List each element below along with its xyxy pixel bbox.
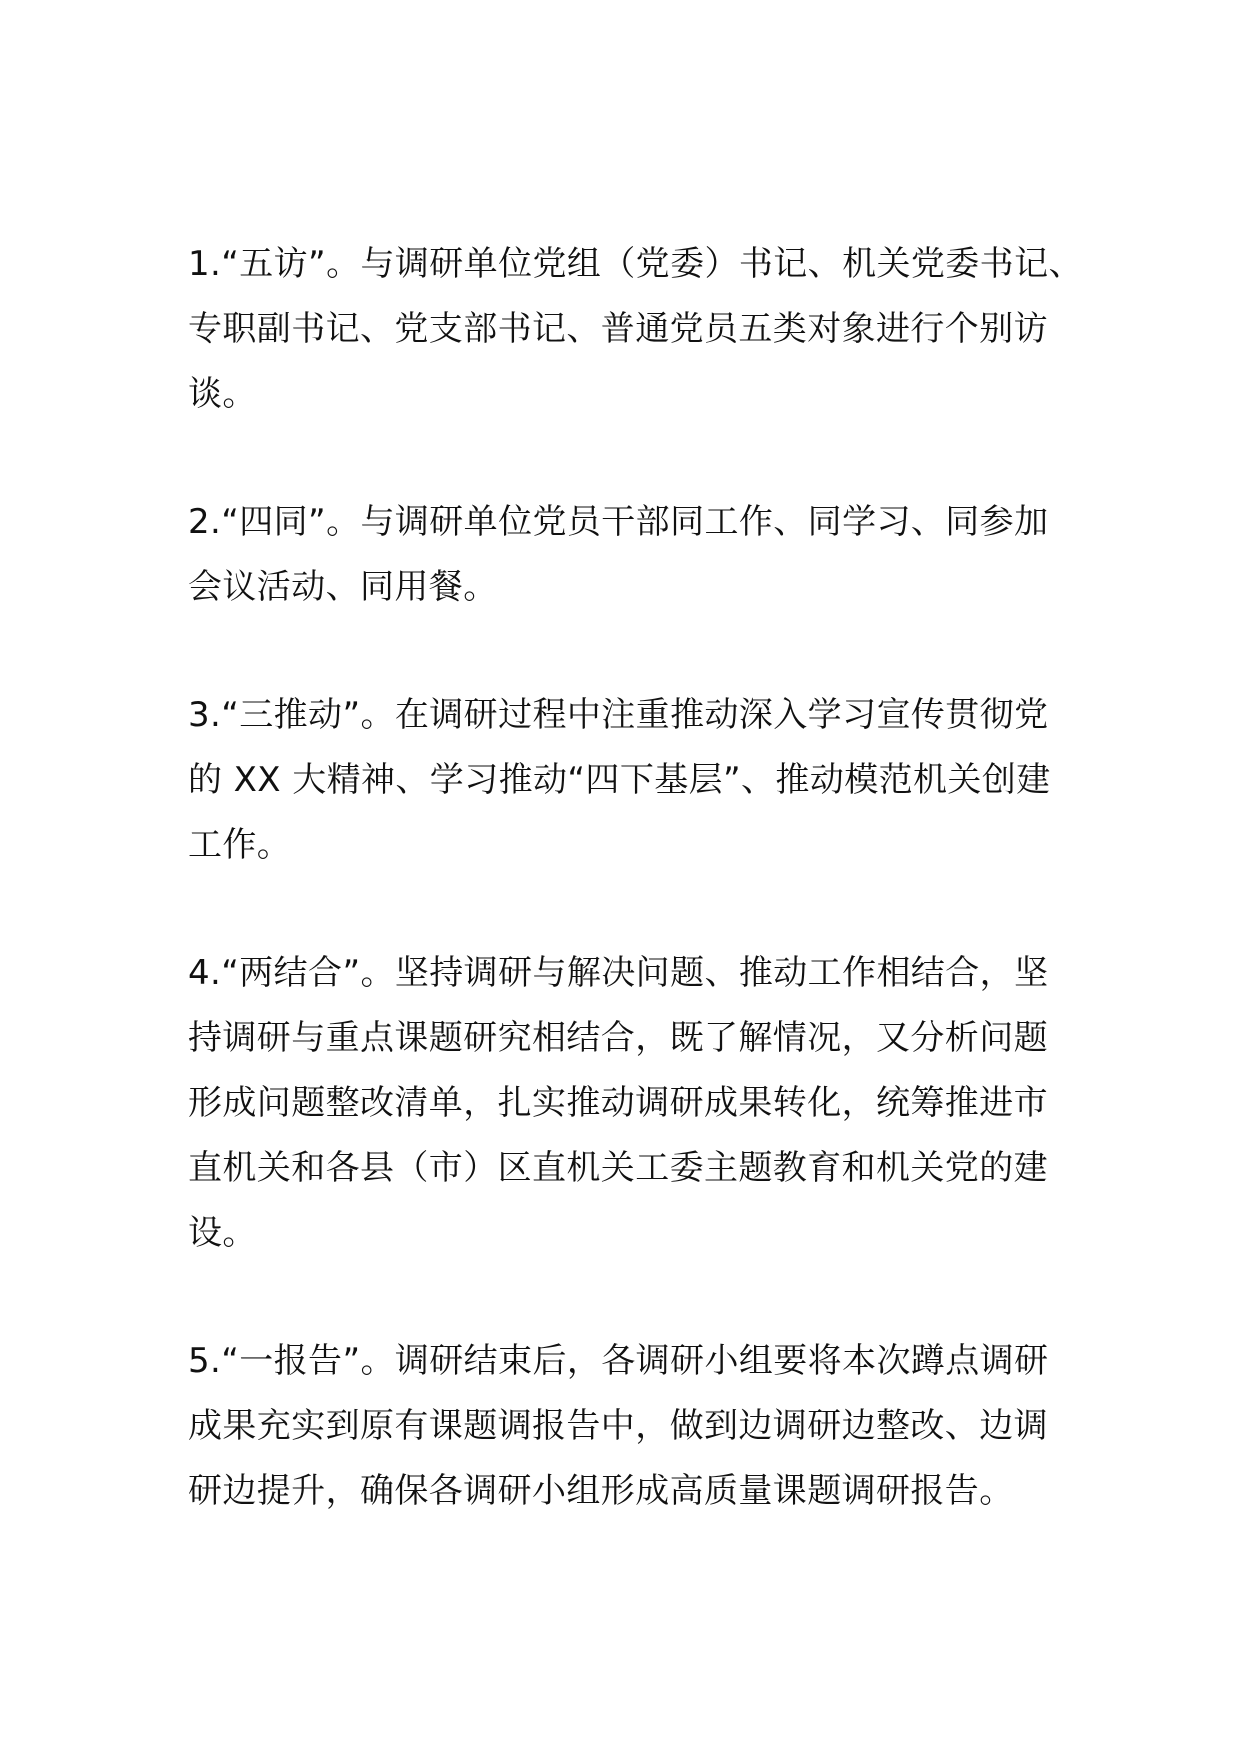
paragraph-line: 会议活动、同用餐。 bbox=[188, 567, 498, 607]
paragraph-line: 5.“一报告”。调研结束后，各调研小组要将本次蹲点调研 bbox=[188, 1341, 1049, 1381]
paragraph-yibaogao bbox=[188, 1329, 1060, 1524]
paragraph-line: 3.“三推动”。在调研过程中注重推动深入学习宣传贯彻党 bbox=[188, 695, 1049, 735]
paragraph-sitong bbox=[188, 490, 1060, 620]
paragraph-line: 专职副书记、党支部书记、普通党员五类对象进行个别访 bbox=[188, 309, 1048, 349]
paragraph-line: 工作。 bbox=[188, 825, 292, 865]
paragraph-line: 设。 bbox=[188, 1213, 257, 1253]
paragraph-line: 研边提升，确保各调研小组形成高质量课题调研报告。 bbox=[188, 1471, 1014, 1511]
paragraph-line: 谈。 bbox=[188, 374, 257, 414]
paragraph-line: 成果充实到原有课题调报告中，做到边调研边整改、边调 bbox=[188, 1406, 1048, 1446]
paragraph-liangjiehe bbox=[188, 941, 1060, 1266]
paragraph-line: 形成问题整改清单，扎实推动调研成果转化，统筹推进市 bbox=[188, 1083, 1048, 1123]
paragraph-line: 持调研与重点课题研究相结合，既了解情况，又分析问题 bbox=[188, 1018, 1048, 1058]
paragraph-line: 1.“五访”。与调研单位党组（党委）书记、机关党委书记、 bbox=[188, 244, 1083, 284]
paragraph-line: 2.“四同”。与调研单位党员干部同工作、同学习、同参加 bbox=[188, 502, 1049, 542]
document-body bbox=[188, 232, 1083, 1587]
paragraph-wufang bbox=[188, 232, 1083, 427]
paragraph-line: 4.“两结合”。坚持调研与解决问题、推动工作相结合，坚 bbox=[188, 953, 1049, 993]
paragraph-line: 的 XX 大精神、学习推动“四下基层”、推动模范机关创建 bbox=[188, 760, 1051, 800]
paragraph-santuidong bbox=[188, 683, 1060, 878]
paragraph-line: 直机关和各县（市）区直机关工委主题教育和机关党的建 bbox=[188, 1148, 1048, 1188]
